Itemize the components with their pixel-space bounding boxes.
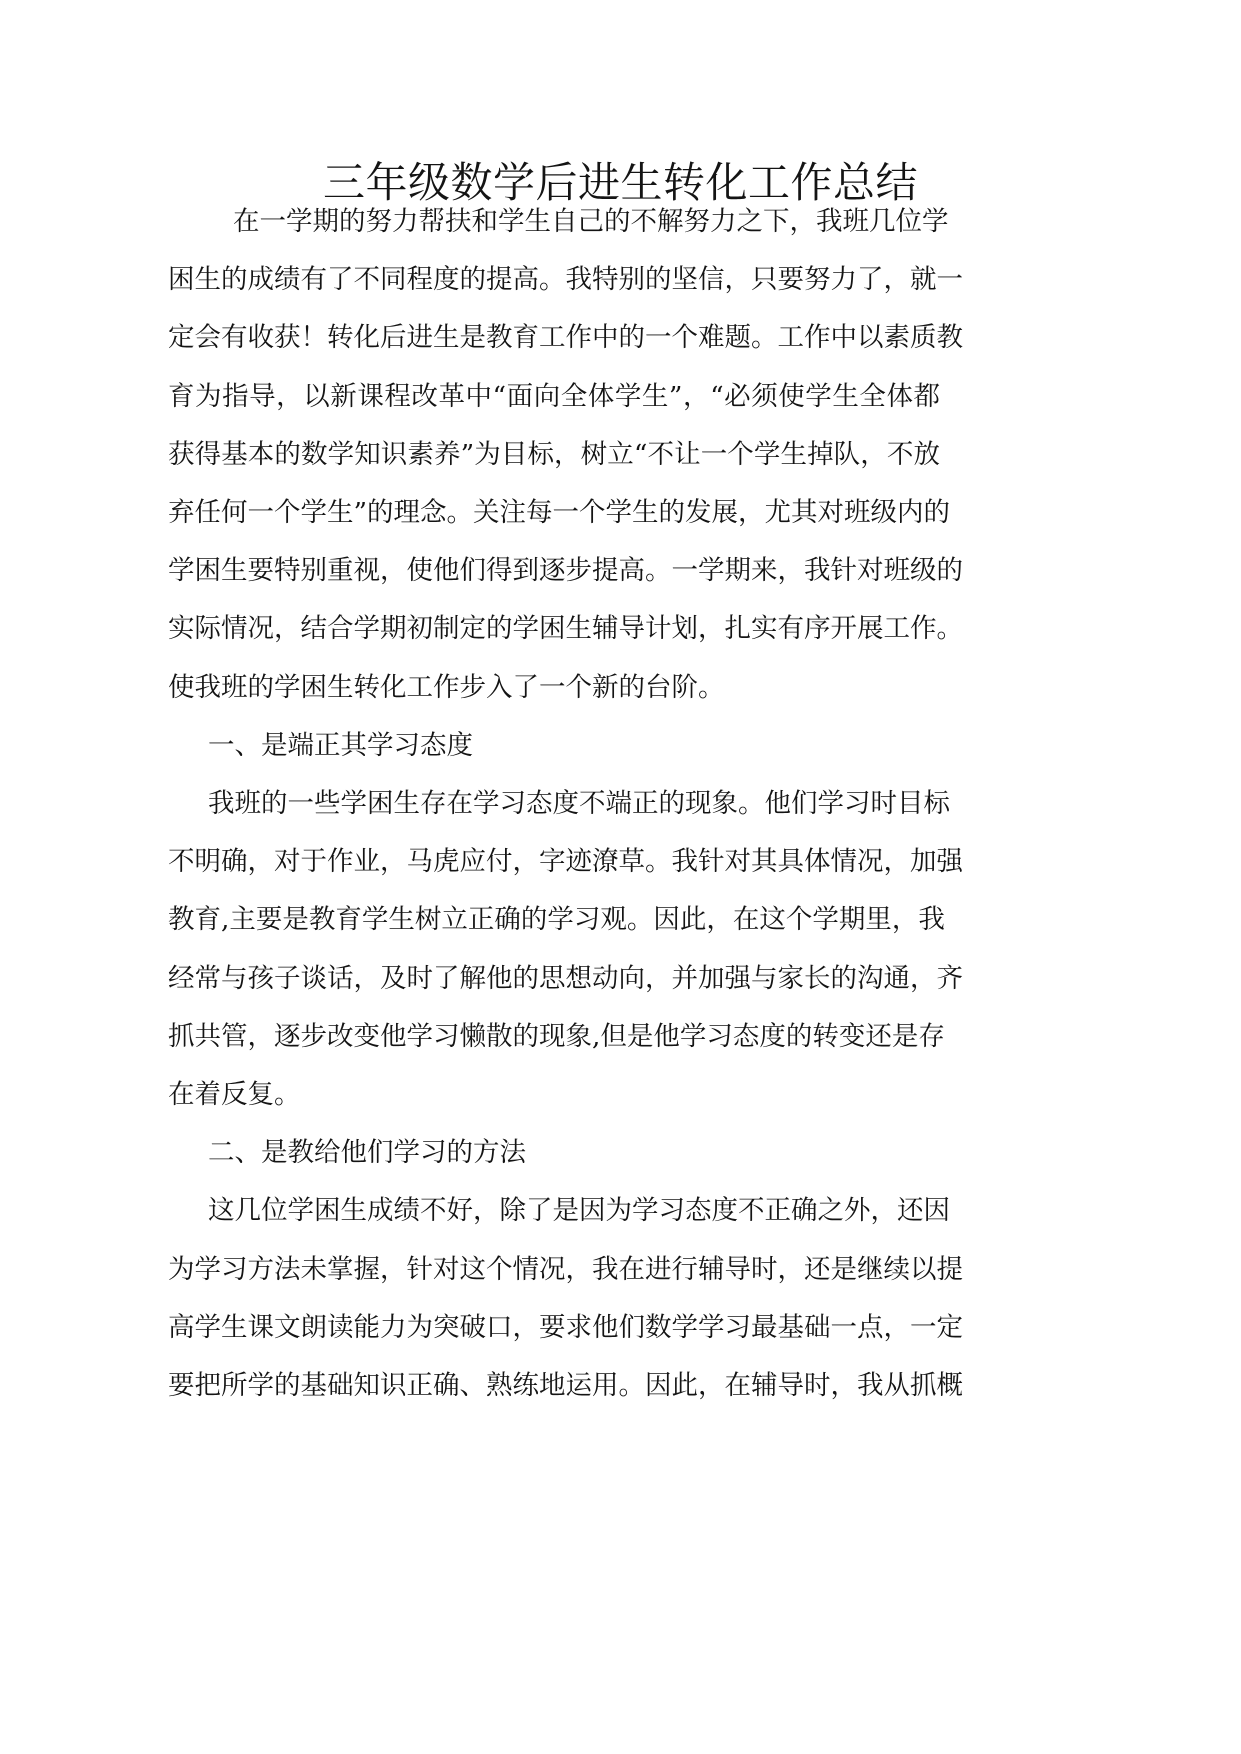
paragraph-line: 实际情况，结合学期初制定的学困生辅导计划，扎实有序开展工作。 — [168, 613, 963, 645]
paragraph-line: 教育,主要是教育学生树立正确的学习观。因此，在这个学期里，我 — [168, 904, 945, 936]
paragraph-line: 高学生课文朗读能力为突破口，要求他们数学学习最基础一点，一定 — [168, 1311, 963, 1343]
paragraph-line: 要把所学的基础知识正确、熟练地运用。因此，在辅导时，我从抓概 — [168, 1370, 963, 1401]
paragraph-line: 获得基本的数学知识素养”为目标，树立“不让一个学生掉队，不放 — [168, 438, 940, 470]
paragraph-line: 这几位学困生成绩不好，除了是因为学习态度不正确之外，还因 — [208, 1195, 950, 1227]
paragraph-line: 在一学期的努力帮扶和学生自己的不解努力之下，我班几位学 — [233, 206, 949, 237]
paragraph-line: 抓共管，逐步改变他学习懒散的现象,但是他学习态度的转变还是存 — [168, 1020, 945, 1052]
paragraph-line: 学困生要特别重视，使他们得到逐步提高。一学期来，我针对班级的 — [168, 555, 963, 587]
paragraph-line: 使我班的学困生转化工作步入了一个新的台阶。 — [168, 671, 725, 703]
paragraph-line: 育为指导，以新课程改革中“面向全体学生”，“必须使学生全体都 — [168, 380, 940, 412]
paragraph-line: 我班的一些学困生存在学习态度不端正的现象。他们学习时目标 — [208, 788, 950, 819]
section-heading: 一、是端正其学习态度 — [208, 729, 473, 761]
section-heading: 二、是教给他们学习的方法 — [208, 1137, 526, 1169]
paragraph-line: 为学习方法未掌握，针对这个情况，我在进行辅导时，还是继续以提 — [168, 1253, 963, 1285]
paragraph-line: 困生的成绩有了不同程度的提高。我特别的坚信，只要努力了，就一 — [168, 264, 963, 296]
paragraph-line: 不明确，对于作业，马虎应付，字迹潦草。我针对其具体情况，加强 — [168, 846, 963, 878]
document-title: 三年级数学后进生转化工作总结 — [322, 158, 918, 207]
paragraph-line: 在着反复。 — [168, 1079, 301, 1110]
paragraph-line: 经常与孩子谈话，及时了解他的思想动向，并加强与家长的沟通，齐 — [168, 962, 963, 994]
paragraph-line: 定会有收获！转化后进生是教育工作中的一个难题。工作中以素质教 — [168, 322, 963, 354]
paragraph-line: 弃任何一个学生”的理念。关注每一个学生的发展，尤其对班级内的 — [168, 497, 951, 528]
